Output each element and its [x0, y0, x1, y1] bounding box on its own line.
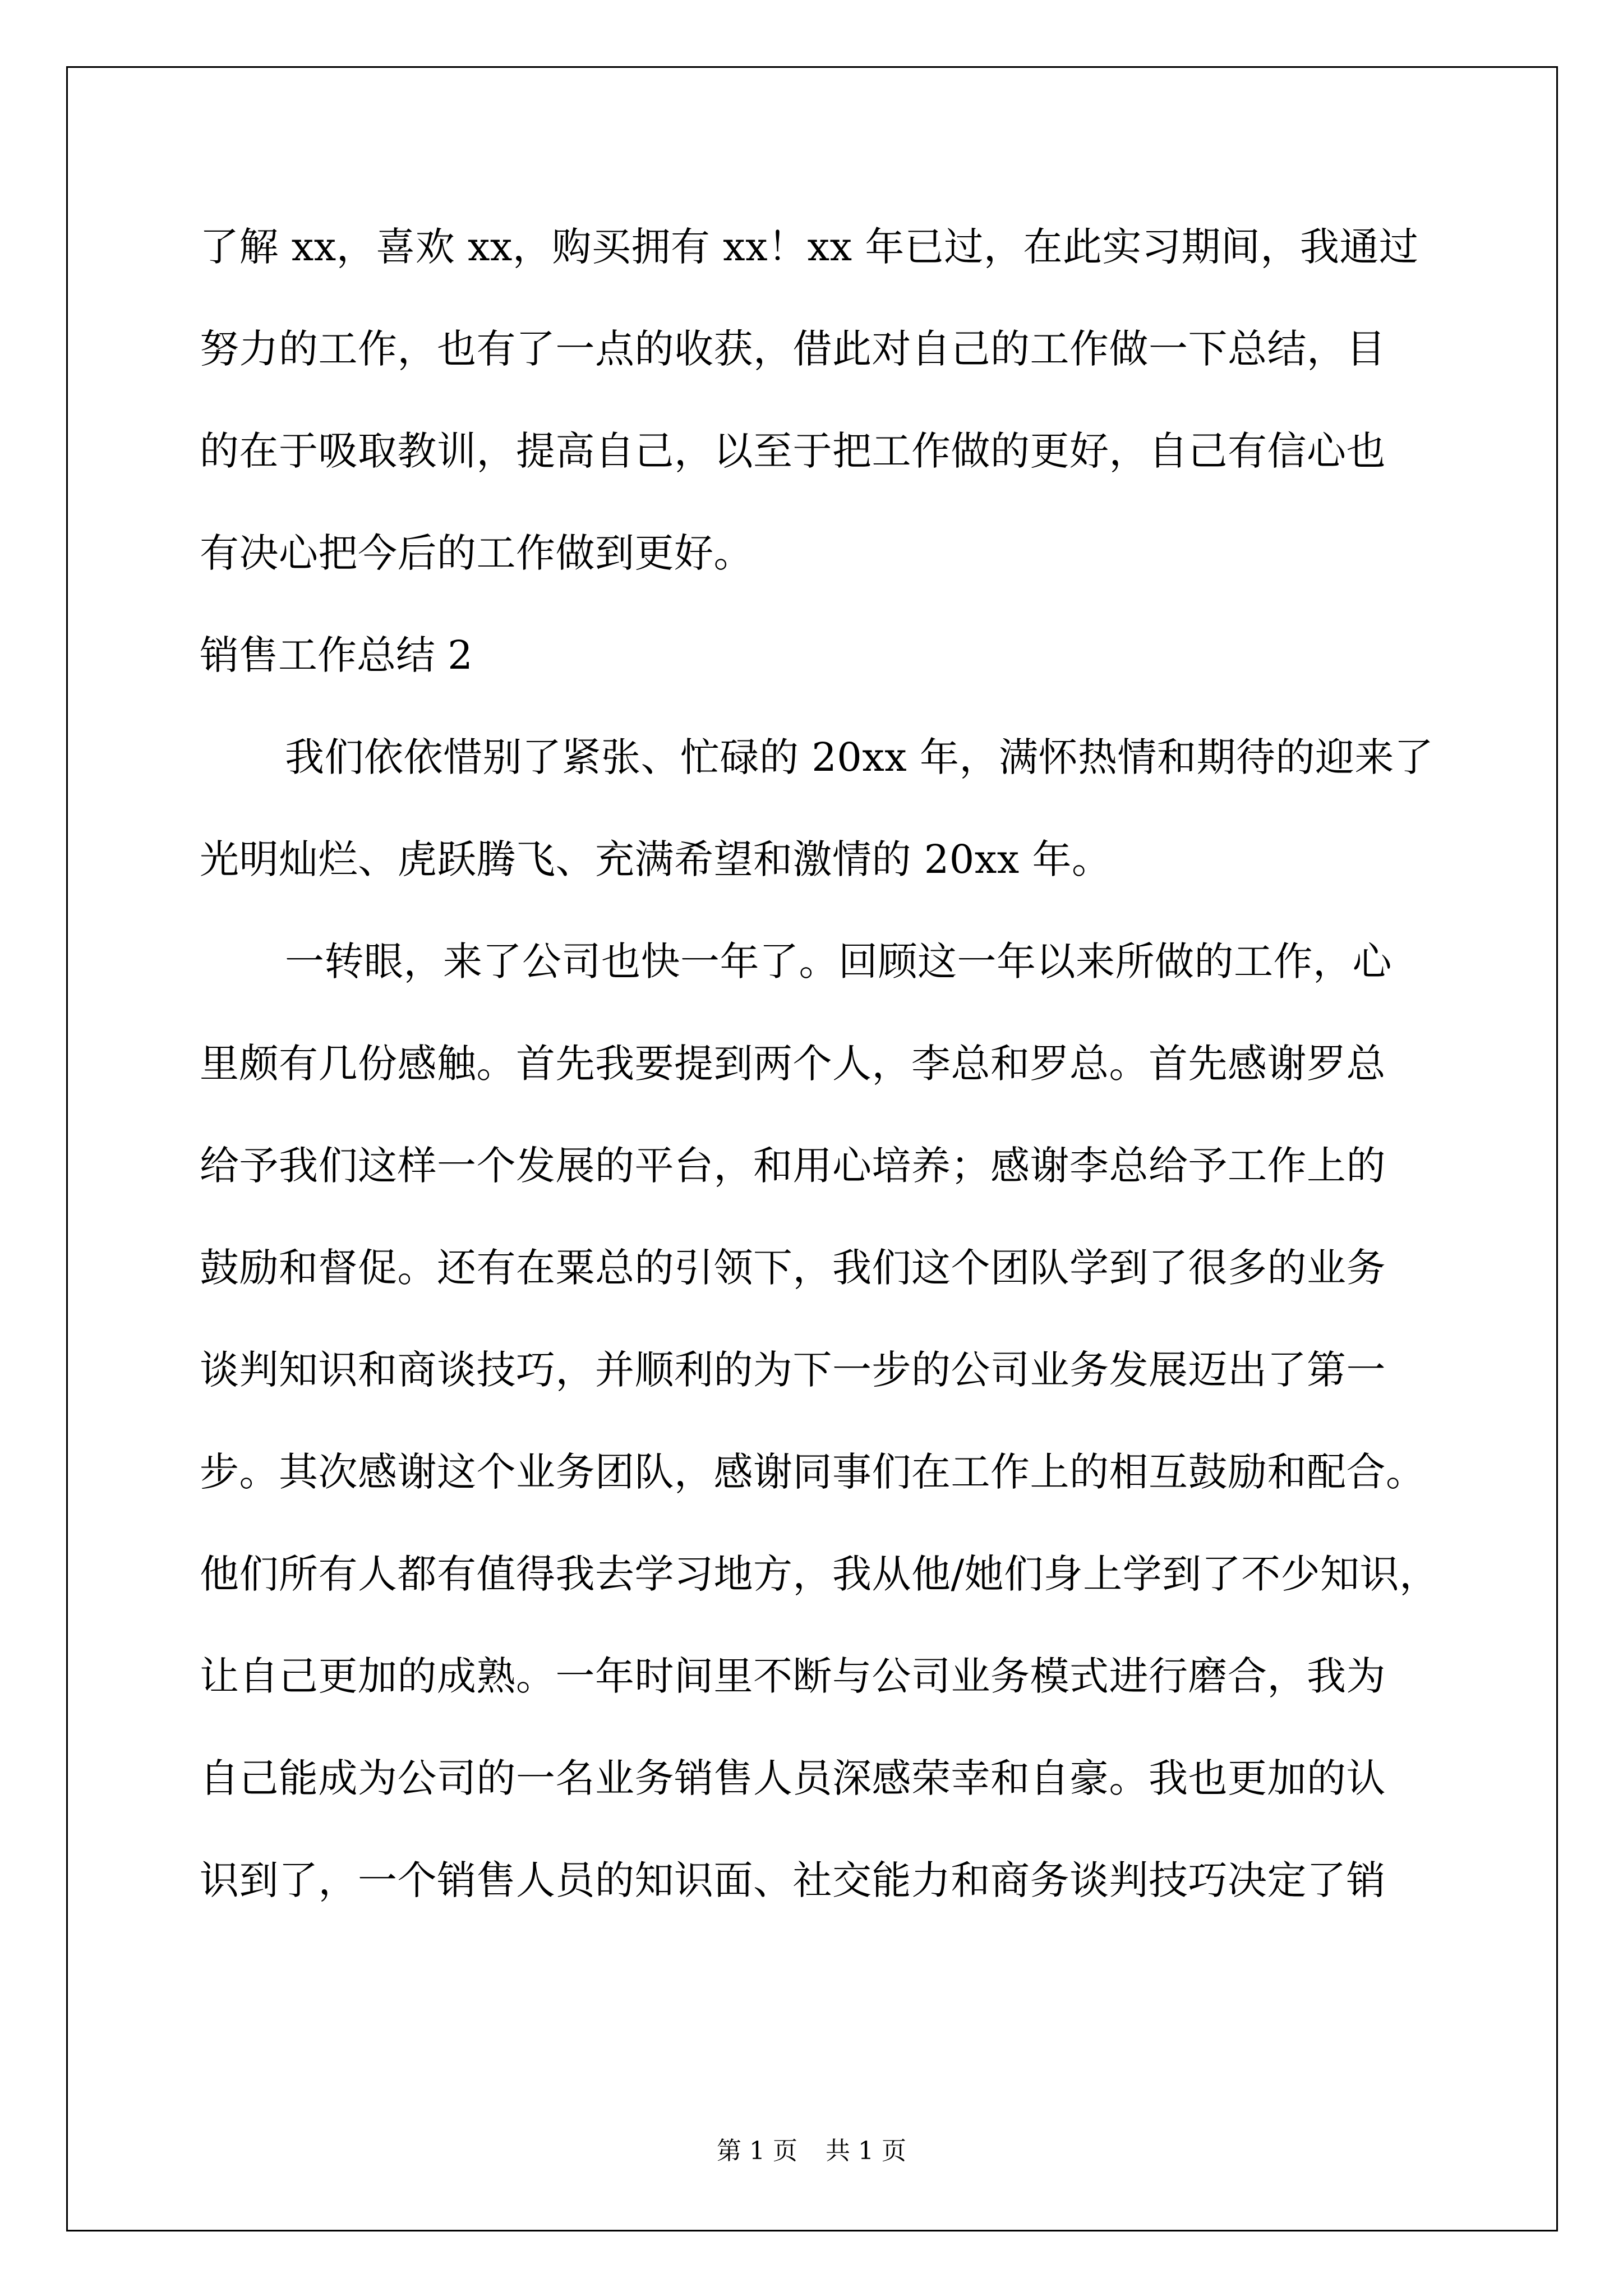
paragraph-3: [200, 933, 1445, 1954]
text-line: 他们所有人都有值得我去学习地方，我从他/她们身上学到了不少知识，: [200, 1551, 1439, 1597]
document-body: [200, 219, 1445, 1954]
text-line: 里颇有几份感触。首先我要提到两个人，李总和罗总。首先感谢罗总: [200, 1041, 1386, 1087]
text-line: 了解 xx，喜欢 xx，购买拥有 xx！xx 年已过，在此实习期间，我通过: [200, 224, 1419, 270]
text-line: 自己能成为公司的一名业务销售人员深感荣幸和自豪。我也更加的认: [200, 1755, 1386, 1801]
page-footer: [0, 2131, 1623, 2166]
paragraph-1: [200, 219, 1445, 627]
text-line: 给予我们这样一个发展的平台，和用心培养；感谢李总给予工作上的: [200, 1143, 1386, 1189]
text-line: 我们依依惜别了紧张、忙碌的 20xx 年，满怀热情和期待的迎来了: [285, 734, 1434, 780]
text-line: 鼓励和督促。还有在粟总的引领下，我们这个团队学到了很多的业务: [200, 1245, 1386, 1291]
text-line: 努力的工作，也有了一点的收获，借此对自己的工作做一下总结，目: [200, 326, 1386, 372]
text-line: 谈判知识和商谈技巧，并顺利的为下一步的公司业务发展迈出了第一: [200, 1347, 1386, 1393]
paragraph-2: [200, 729, 1445, 933]
page-number-total: 共 1 页: [826, 2137, 906, 2165]
text-line: 的在于吸取教训，提高自己，以至于把工作做的更好，自己有信心也: [200, 428, 1386, 474]
page-number-current: 第 1 页: [717, 2137, 797, 2165]
text-line: 识到了，一个销售人员的知识面、社交能力和商务谈判技巧决定了销: [200, 1857, 1386, 1903]
text-line: 让自己更加的成熟。一年时间里不断与公司业务模式进行磨合，我为: [200, 1653, 1386, 1699]
text-line: 有决心把今后的工作做到更好。: [200, 530, 753, 576]
text-line: 光明灿烂、虎跃腾飞、充满希望和激情的 20xx 年。: [200, 836, 1112, 882]
text-line: 一转眼，来了公司也快一年了。回顾这一年以来所做的工作，心: [285, 938, 1392, 984]
section-heading: 销售工作总结 2: [200, 632, 473, 678]
text-line: 步。其次感谢这个业务团队，感谢同事们在工作上的相互鼓励和配合。: [200, 1449, 1426, 1495]
